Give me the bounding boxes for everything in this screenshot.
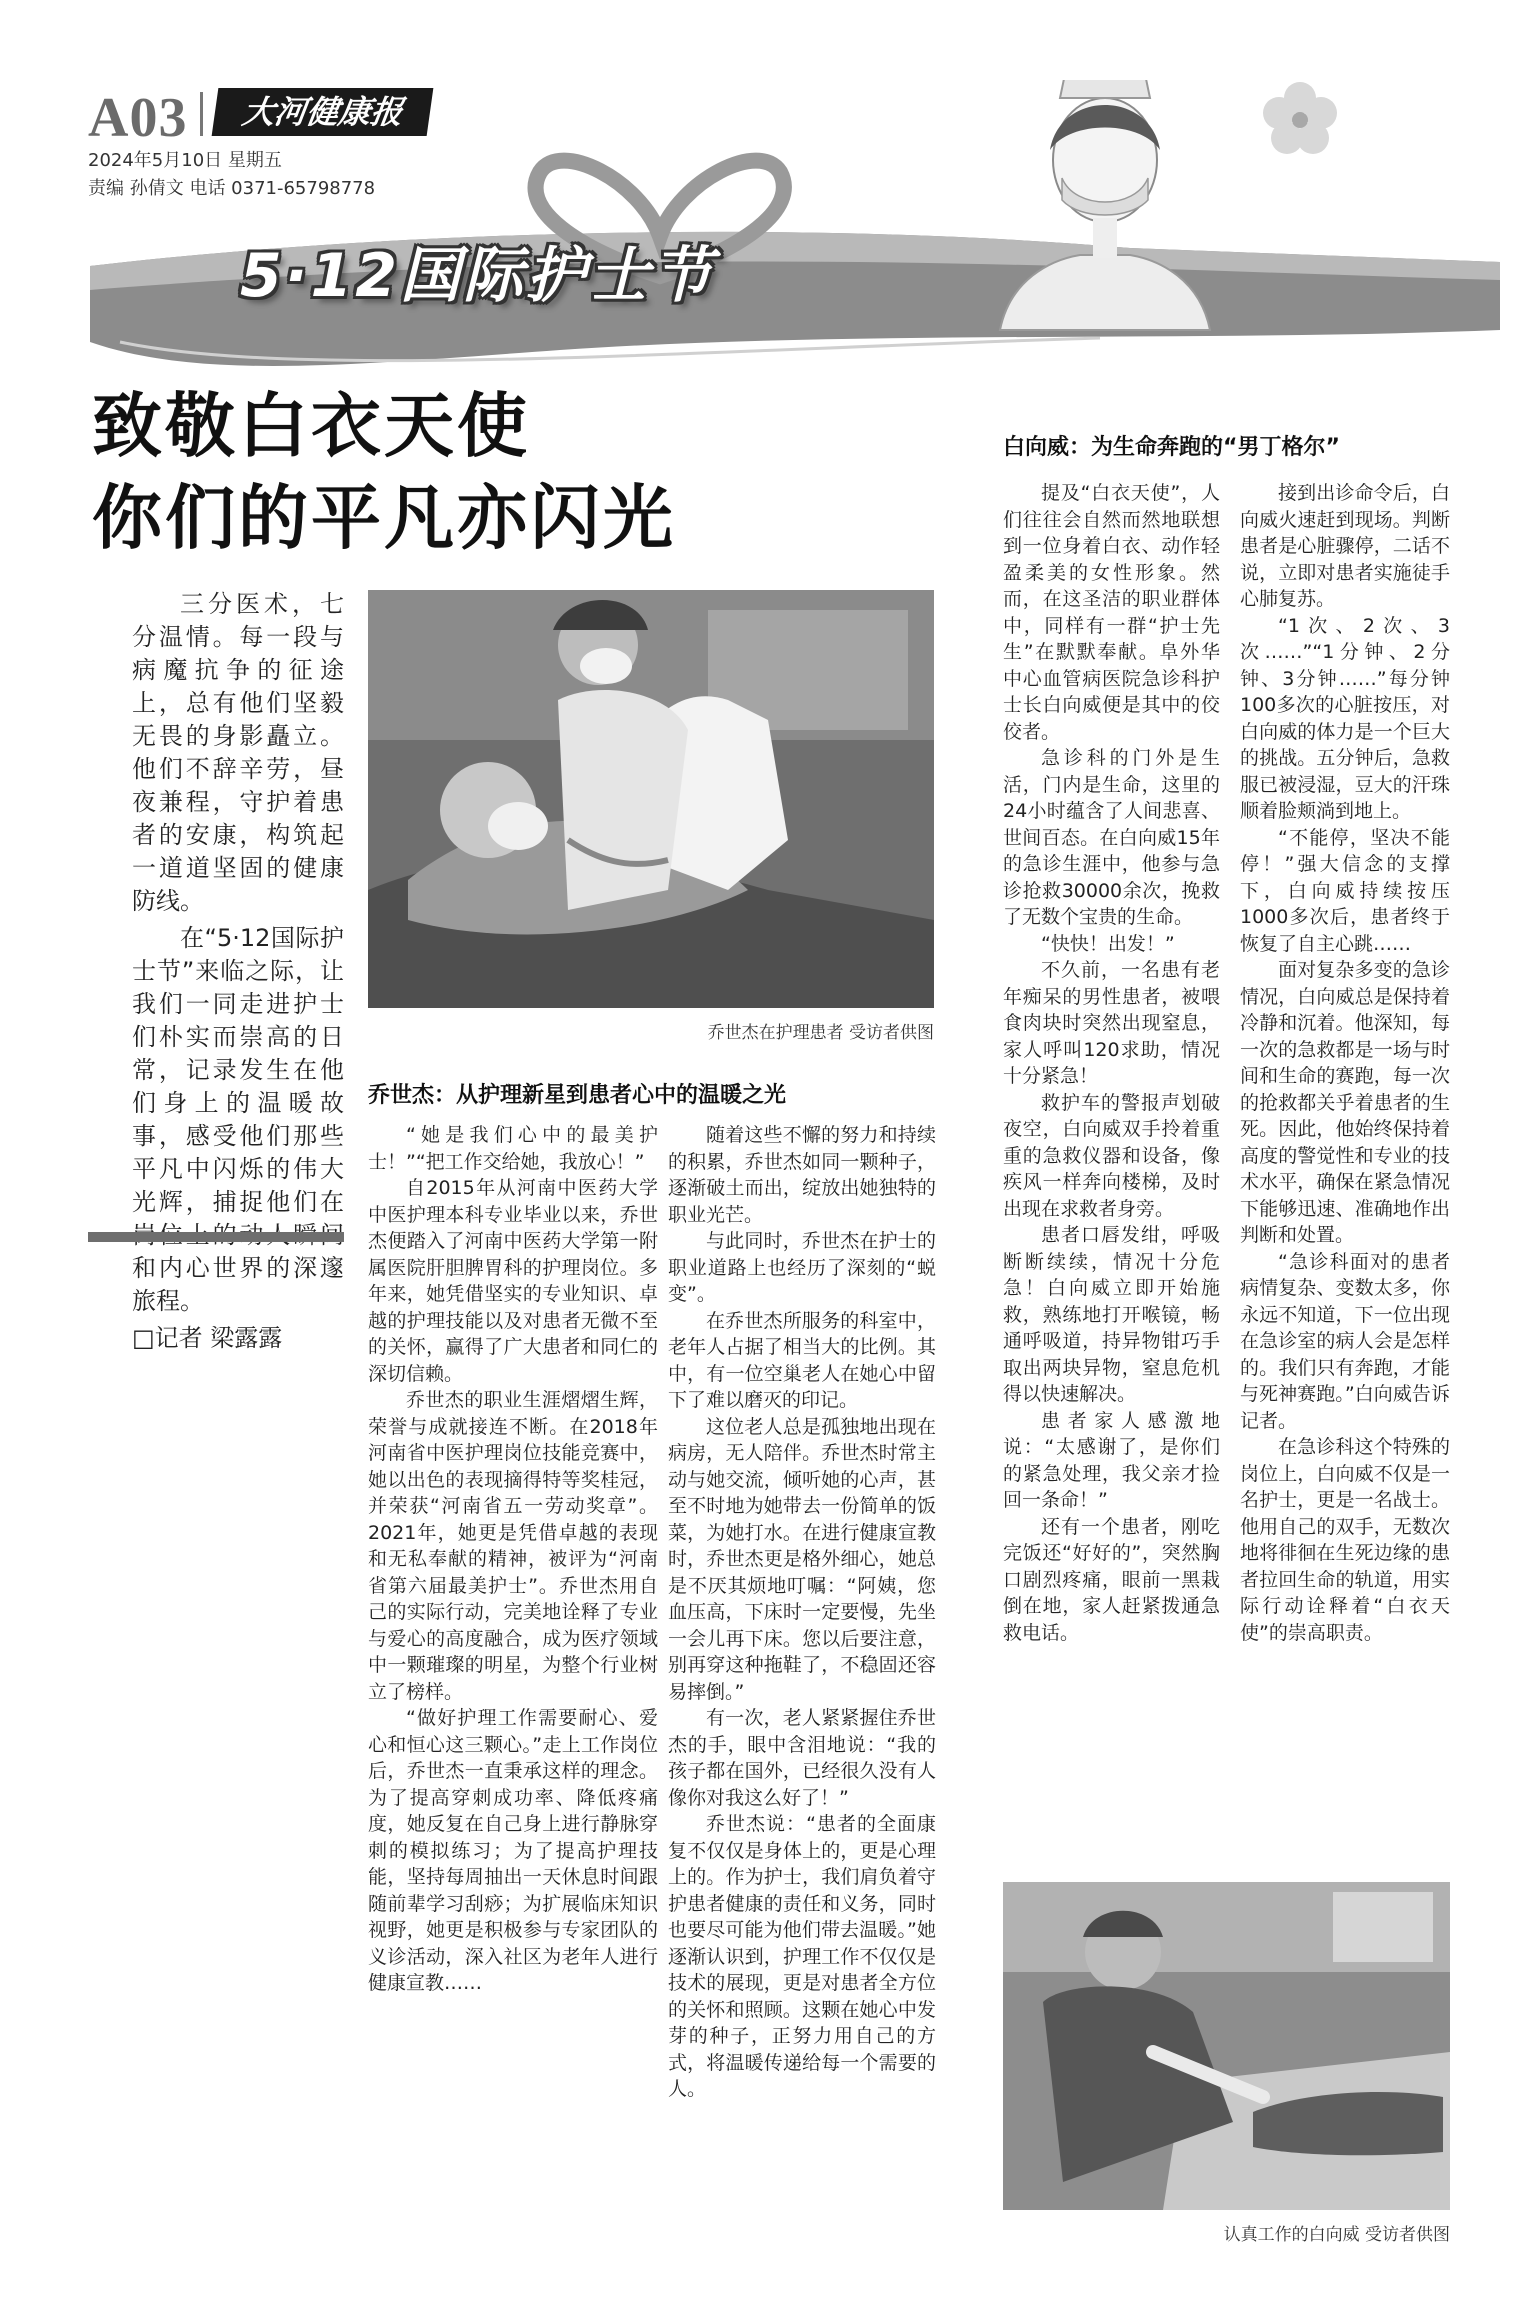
article-paragraph: 随着这些不懈的努力和持续的积累，乔世杰如同一颗种子，逐渐破土而出，绽放出她独特的职业光芒。 xyxy=(668,1124,936,1226)
issue-date: 2024年5月10日 星期五 xyxy=(88,150,282,171)
article-paragraph: 面对复杂多变的急诊情况，白向威总是保持着冷静和沉着。他深知，每一次的急救都是一场与时间和生命的赛跑，每一次的抢救都关乎着患者的生死。因此，他始终保持着高度的警觉性和专业的技术水平，确保在紧急情况下能够迅速、准确地作出判断和处置。 xyxy=(1240,959,1450,1246)
article-paragraph: “1次、2次、3次……”“1分钟、2分钟、3分钟……”每分钟100多次的心脏按压，对白向威的体力是一个巨大的挑战。五分钟后，急救服已被浸湿，豆大的汗珠顺着脸颊淌到地上。 xyxy=(1240,614,1450,822)
paper-name-logo: 大河健康报 xyxy=(212,88,434,136)
banner-title: 5·12国际护士节 xyxy=(240,241,716,311)
article-paragraph: “她是我们心中的最美护士！”“把工作交给她，我放心！” xyxy=(368,1124,658,1173)
article-title-qiao: 乔世杰：从护理新星到患者心中的温暖之光 xyxy=(368,1083,787,1108)
article-bai-column-2 xyxy=(1240,480,1450,1860)
photo-caption: 认真工作的白向威 受访者供图 xyxy=(1223,2225,1450,2245)
article-paragraph: “不能停，坚决不能停！”强大信念的支撑下，白向威持续按压1000多次后，患者终于恢复了自主心跳…… xyxy=(1240,826,1450,955)
photo-bai-working xyxy=(1003,1882,1450,2210)
article-bai-column-1 xyxy=(1003,480,1220,1860)
article-paragraph: 急诊科的门外是生活，门内是生命，这里的24小时蕴含了人间悲喜、世间百态。在白向威15年的急诊生涯中，他参与急诊抢救30000余次，挽救了无数个宝贵的生命。 xyxy=(1003,747,1220,928)
article-paragraph: 救护车的警报声划破夜空，白向威双手拎着重重的急救仪器和设备，像疾风一样奔向楼梯，及时出现在求救者身旁。 xyxy=(1003,1091,1220,1220)
article-paragraph: “急诊科面对的患者病情复杂、变数太多，你永远不知道，下一位出现在急诊室的病人会是怎样的。我们只有奔跑，才能与死神赛跑。”白向威告诉记者。 xyxy=(1240,1250,1450,1432)
article-paragraph: 在乔世杰所服务的科室中，老年人占据了相当大的比例。其中，有一位空巢老人在她心中留下了难以磨灭的印记。 xyxy=(668,1309,936,1411)
article-paragraph: 有一次，老人紧紧握住乔世杰的手，眼中含泪地说：“我的孩子都在国外，已经很久没有人像你对我这么好了！” xyxy=(668,1707,936,1809)
article-qiao-column-1 xyxy=(368,1122,658,2230)
article-qiao-column-2 xyxy=(668,1122,936,2230)
article-paragraph: 这位老人总是孤独地出现在病房，无人陪伴。乔世杰时常主动与她交流，倾听她的心声，甚至不时地为她带去一份简单的饭菜，为她打水。在进行健康宣教时，乔世杰更是格外细心，她总是不厌其烦地叮嘱：“阿姨，您血压高，下床时一定要慢，先坐一会儿再下床。您以后要注意，别再穿这种拖鞋了，不稳固还容易摔倒。” xyxy=(668,1415,936,1703)
article-paragraph: 与此同时，乔世杰在护士的职业道路上也经历了深刻的“蜕变”。 xyxy=(668,1230,936,1305)
article-paragraph: 提及“白衣天使”，人们往往会自然而然地联想到一位身着白衣、动作轻盈柔美的女性形象。然而，在这圣洁的职业群体中，同样有一群“护士先生”在默默奉献。阜外华中心血管病医院急诊科护士长白向威便是其中的佼佼者。 xyxy=(1003,482,1220,743)
nurse-illustration xyxy=(1000,80,1210,330)
article-paragraph: 乔世杰说：“患者的全面康复不仅仅是身体上的，更是心理上的。作为护士，我们肩负着守护患者健康的责任和义务，同时也要尽可能为他们带去温暖。”她逐渐认识到，护理工作不仅仅是技术的展现，更是对患者全方位的关怀和照顾。这颗在她心中发芽的种子，正努力用自己的方式，将温暖传递给每一个需要的人。 xyxy=(668,1813,936,2100)
intro-paragraph: 三分医术，七分温情。每一段与病魔抗争的征途上，总有他们坚毅无畏的身影矗立。他们不辞辛劳，昼夜兼程，守护着患者的安康，构筑起一道道坚固的健康防线。 xyxy=(132,590,344,915)
article-paragraph: 在急诊科这个特殊的岗位上，白向威不仅是一名护士，更是一名战士。他用自己的双手，无数次地将徘徊在生死边缘的患者拉回生命的轨道，用实际行动诠释着“白衣天使”的崇高职责。 xyxy=(1240,1436,1450,1644)
main-headline xyxy=(92,380,676,564)
flower-icon xyxy=(1263,82,1337,154)
article-paragraph: 不久前，一名患有老年痴呆的男性患者，被喂食肉块时突然出现窒息，家人呼叫120求助，情况十分紧急！ xyxy=(1003,959,1220,1087)
banner-artwork xyxy=(0,80,1535,380)
article-paragraph: 患者口唇发绀，呼吸断断续续，情况十分危急！白向威立即开始施救，熟练地打开喉镜，畅通呼吸道，持异物钳巧手取出两块异物，窒息危机得以快速解决。 xyxy=(1003,1224,1220,1405)
article-paragraph: 还有一个患者，刚吃完饭还“好好的”，突然胸口剧烈疼痛，眼前一黑栽倒在地，家人赶紧拨通急救电话。 xyxy=(1003,1515,1220,1644)
page-number: A03 xyxy=(88,87,188,149)
article-paragraph: “快快！出发！” xyxy=(1041,932,1175,955)
reporter-byline: □记者 梁露露 xyxy=(132,1324,283,1352)
editor-contact: 责编 孙倩文 电话 0371-65798778 xyxy=(88,178,376,199)
intro-paragraph: 在“5·12国际护士节”来临之际，让我们一同走进护士们朴实而崇高的日常，记录发生在他们身上的温暖故事，感受他们那些平凡中闪烁的伟大光辉，捕捉他们在 和内心世界的深邃旅程。 xyxy=(132,924,344,1315)
article-paragraph: “做好护理工作需要耐心、爱心和恒心这三颗心。”走上工作岗位后，乔世杰一直秉承这样的理念。为了提高穿刺成功率、降低疼痛度，她反复在自己身上进行静脉穿刺的模拟练习；为了提高护理技能，坚持每周抽出一天休息时间跟随前辈学习刮痧；为扩展临床知识视野，她更是积极参与专家团队的义诊活动，深入社区为老年人进行健康宣教…… xyxy=(368,1707,658,1994)
article-paragraph: 乔世杰的职业生涯熠熠生辉，荣誉与成就接连不断。在2018年河南省中医护理岗位技能竞赛中，她以出色的表现摘得特等奖桂冠，并荣获“河南省五一劳动奖章”。2021年，她更是凭借卓越的表现和无私奉献的精神，被评为“河南省第六届最美护士”。乔世杰用自己的实际行动，完美地诠释了专业与爱心的高度融合，成为医疗领域中一颗璀璨的明星，为整个行业树立了榜样。 xyxy=(368,1389,658,1703)
article-paragraph: 接到出诊命令后，白向威火速赶到现场。判断患者是心脏骤停，二话不说，立即对患者实施徒手心肺复苏。 xyxy=(1240,482,1450,610)
headline-line-2: 你们的平凡亦闪光 xyxy=(92,476,676,559)
article-paragraph: 自2015年从河南中医药大学中医护理本科专业毕业以来，乔世杰便踏入了河南中医药大学第一附属医院肝胆脾胃科的护理岗位。多年来，她凭借坚实的专业知识、卓越的护理技能以及对患者无微不至的关怀，赢得了广大患者和同仁的深切信赖。 xyxy=(368,1177,658,1385)
article-title-bai: 白向威：为生命奔跑的“男丁格尔” xyxy=(1003,435,1340,460)
intro-rule xyxy=(88,1232,344,1242)
intro-text xyxy=(132,588,344,1359)
article-paragraph: 患者家人感激地说：“太感谢了，是你们的紧急处理，我父亲才捡回一条命！” xyxy=(1003,1409,1220,1511)
headline-line-1: 致敬白衣天使 xyxy=(92,384,530,467)
photo-caption: 乔世杰在护理患者 受访者供图 xyxy=(707,1023,934,1043)
photo-qiao-nursing xyxy=(368,590,934,1008)
